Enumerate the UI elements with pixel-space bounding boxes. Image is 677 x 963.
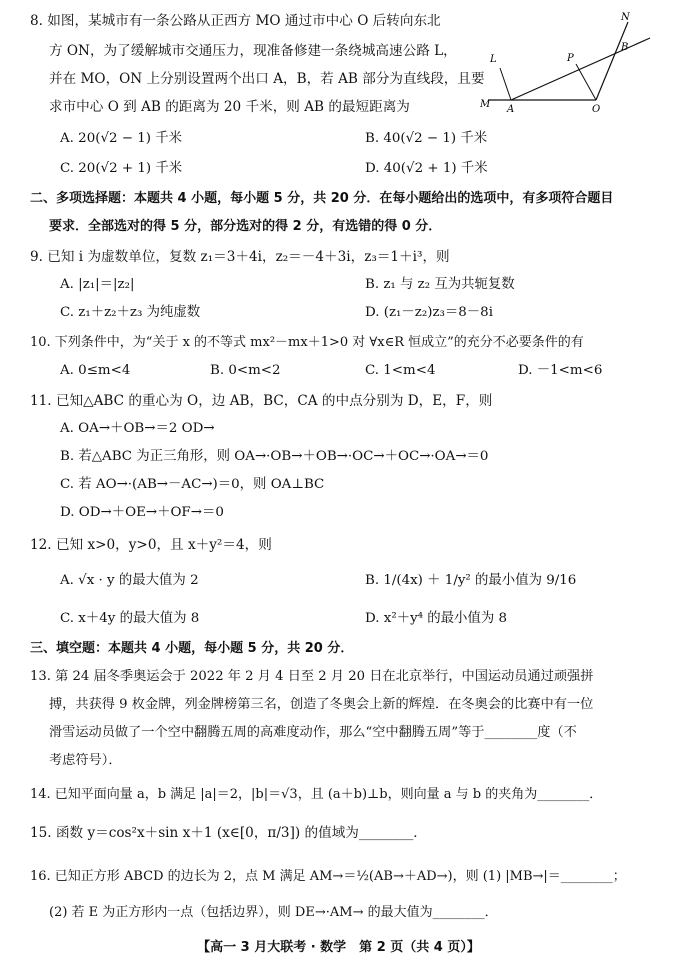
q16-line-2: (2) 若 E 为正方形内一点（包括边界），则 DE→·AM→ 的最大值为________．	[49, 905, 498, 920]
q11-option-b: B. 若△ABC 为正三角形，则 OA→·OB→＋OB→·OC→＋OC→·OA→＝0	[60, 449, 489, 464]
fig-label-l: L	[490, 54, 497, 65]
section2-heading: 二、多项选择题：本题共 4 小题，每小题 5 分，共 20 分．在每小题给出的选项中，有多项符合题目	[30, 191, 614, 206]
q9-option-d: D. (z₁－z₂)z₃＝8－8i	[365, 305, 493, 320]
q10-option-d: D. －1<m<6	[518, 363, 603, 378]
q15-text: 15. 函数 y＝cos²x＋sin x＋1 (x∈[0，π/3]) 的值域为________．	[30, 825, 427, 841]
section2-subheading: 要求．全部选对的得 5 分，部分选对的得 2 分，有选错的得 0 分．	[49, 219, 442, 234]
fig-label-p: P	[567, 53, 574, 64]
q10-option-b: B. 0<m<2	[210, 363, 281, 378]
q13-line-4: 考虑符号）．	[49, 753, 122, 768]
q8-line-4: 求市中心 O 到 AB 的距离为 20 千米，则 AB 的最短距离为	[49, 99, 410, 115]
q8-option-d: D. 40(√2 + 1) 千米	[365, 161, 488, 176]
fig-label-m: M	[480, 99, 491, 110]
q10-stem: 10. 下列条件中，为“关于 x 的不等式 mx²－mx＋1>0 对 ∀x∈R 恒成立”的充分不必要条件的有	[30, 335, 584, 350]
q8-option-a: A. 20(√2 − 1) 千米	[60, 131, 183, 146]
q8-option-b: B. 40(√2 − 1) 千米	[365, 131, 488, 146]
q11-option-c: C. 若 AO→·(AB→－AC→)＝0，则 OA⊥BC	[60, 477, 325, 492]
q11-stem: 11. 已知△ABC 的重心为 O，边 AB，BC，CA 的中点分别为 D，E，F，则	[30, 393, 493, 409]
q8-line-2: 方 ON，为了缓解城市交通压力，现准备修建一条绕城高速公路 L，	[49, 43, 457, 59]
q14-text: 14. 已知平面向量 a，b 满足 |a|＝2，|b|＝√3，且 (a＋b)⊥b，则向量 a 与 b 的夹角为________．	[30, 787, 603, 802]
q11-option-a: A. OA→＋OB→＝2 OD→	[60, 421, 215, 436]
q11-option-d: D. OD→＋OE→＋OF→＝0	[60, 505, 224, 520]
page-footer: 【高一 3 月大联考 · 数学 第 2 页（共 4 页）】	[197, 940, 480, 955]
fig-label-o: O	[592, 104, 601, 115]
q12-option-a: A. √x · y 的最大值为 2	[60, 573, 199, 588]
q13-line-3: 滑雪运动员做了一个空中翻腾五周的高难度动作，那么“空中翻腾五周”等于________度（不	[49, 725, 577, 740]
q8-option-c: C. 20(√2 + 1) 千米	[60, 161, 183, 176]
fig-label-n: N	[621, 12, 630, 23]
q8-line-3: 并在 MO，ON 上分别设置两个出口 A，B，若 AB 部分为直线段，且要	[49, 71, 485, 87]
q16-line-1: 16. 已知正方形 ABCD 的边长为 2，点 M 满足 AM→＝½(AB→＋AD→)，则 (1) |MB→|＝________；	[30, 869, 626, 884]
section3-heading: 三、填空题：本题共 4 小题，每小题 5 分，共 20 分．	[30, 641, 354, 656]
fig-label-b: B	[621, 42, 629, 53]
q12-stem: 12. 已知 x>0，y>0，且 x＋y²＝4，则	[30, 537, 272, 553]
q9-stem: 9. 已知 i 为虚数单位，复数 z₁＝3＋4i，z₂＝－4＋3i，z₃＝1＋i³，则	[30, 249, 450, 265]
q12-option-c: C. x＋4y 的最大值为 8	[60, 611, 200, 626]
q12-option-d: D. x²＋y⁴ 的最小值为 8	[365, 611, 508, 626]
q13-line-1: 13. 第 24 届冬季奥运会于 2022 年 2 月 4 日至 2 月 20 日在北京举行，中国运动员通过顽强拼	[30, 669, 594, 684]
q12-option-b: B. 1/(4x) ＋ 1/y² 的最小值为 9/16	[365, 573, 577, 588]
fig-label-a: A	[507, 104, 515, 115]
q13-line-2: 搏，共获得 9 枚金牌，列金牌榜第三名，创造了冬奥会上新的辉煌．在冬奥会的比赛中有一位	[49, 697, 594, 712]
q9-option-b: B. z₁ 与 z₂ 互为共轭复数	[365, 277, 515, 292]
q10-option-c: C. 1<m<4	[365, 363, 436, 378]
q9-option-a: A. |z₁|＝|z₂|	[60, 277, 135, 292]
q8-figure	[478, 8, 658, 118]
q10-option-a: A. 0≤m<4	[60, 363, 131, 378]
q8-line-1: 8. 如图，某城市有一条公路从正西方 MO 通过市中心 O 后转向东北	[30, 13, 441, 29]
q9-option-c: C. z₁＋z₂＋z₃ 为纯虚数	[60, 305, 201, 320]
